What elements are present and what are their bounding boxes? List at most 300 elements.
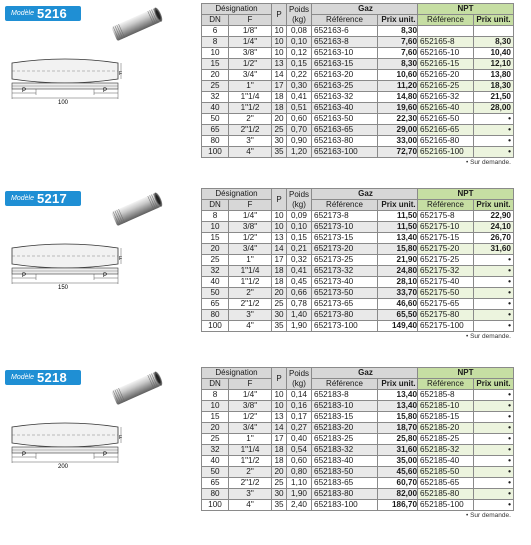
cell-npt-reference: 652165-8	[418, 37, 474, 48]
cell-p: 18	[272, 92, 287, 103]
cell-reference: 652163-40	[312, 103, 378, 114]
cell-dn: 50	[202, 288, 229, 299]
cell-p: 14	[272, 244, 287, 255]
cell-npt-price: •	[474, 114, 514, 125]
cell-npt-reference: 652185-15	[418, 412, 474, 423]
cell-poids: 0,80	[287, 467, 312, 478]
cell-dn: 40	[202, 277, 229, 288]
cell-npt-reference: 652185-40	[418, 456, 474, 467]
cell-npt-price: •	[474, 467, 514, 478]
cell-reference: 652183-80	[312, 489, 378, 500]
cell-npt-price: 26,70	[474, 233, 514, 244]
cell-dn: 8	[202, 211, 229, 222]
cell-dn: 8	[202, 37, 229, 48]
gaz-table	[201, 188, 420, 332]
header-f: F	[229, 200, 272, 211]
header-npt-reference: Référence	[418, 15, 474, 26]
cell-npt-price: •	[474, 299, 514, 310]
cell-dn: 8	[202, 390, 229, 401]
dimension-p-left: P	[22, 88, 27, 94]
cell-npt-price: •	[474, 478, 514, 489]
cell-dn: 50	[202, 114, 229, 125]
cell-p: 18	[272, 266, 287, 277]
table-row	[202, 500, 420, 511]
cell-reference: 652163-80	[312, 136, 378, 147]
cell-price: 11,50	[378, 222, 420, 233]
cell-poids: 0,54	[287, 445, 312, 456]
cell-p: 20	[272, 114, 287, 125]
cell-f: 1"	[229, 434, 272, 445]
cell-npt-reference: 652175-25	[418, 255, 474, 266]
cell-reference: 652173-10	[312, 222, 378, 233]
cell-dn: 6	[202, 26, 229, 37]
header-gaz: Gaz	[312, 368, 420, 379]
cell-npt-price: •	[474, 423, 514, 434]
table-row	[418, 456, 514, 467]
cell-npt-price: •	[474, 136, 514, 147]
cell-npt-reference: 652165-25	[418, 81, 474, 92]
dimension-length: 150	[58, 285, 69, 290]
cell-dn: 100	[202, 500, 229, 511]
cell-npt-price	[474, 26, 514, 37]
cell-price: 8,30	[378, 59, 420, 70]
dimension-drawing	[6, 53, 124, 105]
cell-poids: 0,70	[287, 125, 312, 136]
table-row	[418, 244, 514, 255]
table-row	[418, 81, 514, 92]
table-row	[418, 277, 514, 288]
header-p: P	[272, 4, 287, 26]
cell-poids: 0,90	[287, 136, 312, 147]
dimension-p-left: P	[22, 452, 27, 458]
header-dn: DN	[202, 379, 229, 390]
cell-reference: 652163-65	[312, 125, 378, 136]
cell-p: 10	[272, 48, 287, 59]
cell-price: 15,80	[378, 412, 420, 423]
table-row	[202, 467, 420, 478]
cell-price: 13,40	[378, 390, 420, 401]
cell-reference: 652163-6	[312, 26, 378, 37]
table-row	[418, 59, 514, 70]
cell-reference: 652183-65	[312, 478, 378, 489]
cell-price: 65,50	[378, 310, 420, 321]
table-row	[202, 81, 420, 92]
header-p: P	[272, 189, 287, 211]
cell-dn: 100	[202, 321, 229, 332]
dimension-f: F	[119, 71, 123, 77]
header-reference: Référence	[312, 15, 378, 26]
cell-p: 20	[272, 467, 287, 478]
cell-npt-reference: 652165-100	[418, 147, 474, 158]
table-row	[202, 222, 420, 233]
table-row	[202, 288, 420, 299]
cell-p: 30	[272, 489, 287, 500]
cell-reference: 652183-25	[312, 434, 378, 445]
cell-poids: 0,16	[287, 401, 312, 412]
header-npt: NPT	[418, 368, 514, 379]
table-row	[418, 500, 514, 511]
cell-poids: 0,51	[287, 103, 312, 114]
cell-p: 35	[272, 147, 287, 158]
cell-npt-price: •	[474, 277, 514, 288]
cell-p: 17	[272, 434, 287, 445]
cell-reference: 652183-8	[312, 390, 378, 401]
table-row	[418, 255, 514, 266]
npt-table	[417, 3, 514, 158]
table-row	[418, 222, 514, 233]
cell-dn: 65	[202, 478, 229, 489]
cell-price: 28,10	[378, 277, 420, 288]
cell-npt-price: 31,60	[474, 244, 514, 255]
cell-f: 1"1/4	[229, 445, 272, 456]
cell-f: 4"	[229, 147, 272, 158]
cell-npt-price: 12,10	[474, 59, 514, 70]
cell-dn: 20	[202, 244, 229, 255]
cell-reference: 652163-15	[312, 59, 378, 70]
cell-poids: 0,66	[287, 288, 312, 299]
cell-price: 24,80	[378, 266, 420, 277]
cell-f: 3/4"	[229, 244, 272, 255]
cell-dn: 32	[202, 445, 229, 456]
cell-reference: 652173-15	[312, 233, 378, 244]
cell-poids: 0,22	[287, 70, 312, 81]
gaz-table	[201, 367, 420, 511]
cell-price: 15,80	[378, 244, 420, 255]
cell-poids: 0,10	[287, 37, 312, 48]
cell-price: 10,60	[378, 70, 420, 81]
cell-npt-reference: 652165-40	[418, 103, 474, 114]
cell-reference: 652163-25	[312, 81, 378, 92]
table-row	[418, 136, 514, 147]
cell-price: 18,70	[378, 423, 420, 434]
cell-reference: 652163-8	[312, 37, 378, 48]
dimension-p-right: P	[103, 88, 108, 94]
cell-price: 46,60	[378, 299, 420, 310]
header-designation: Désignation	[202, 4, 272, 15]
cell-npt-reference: 652175-100	[418, 321, 474, 332]
cell-poids: 0,40	[287, 434, 312, 445]
cell-npt-reference: 652165-20	[418, 70, 474, 81]
cell-npt-reference: 652165-50	[418, 114, 474, 125]
cell-dn: 32	[202, 92, 229, 103]
cell-price: 8,30	[378, 26, 420, 37]
cell-p: 25	[272, 478, 287, 489]
cell-f: 2"1/2	[229, 478, 272, 489]
header-npt-prix: Prix unit.	[474, 200, 514, 211]
cell-f: 3"	[229, 489, 272, 500]
header-p: P	[272, 368, 287, 390]
cell-npt-price: 22,90	[474, 211, 514, 222]
table-row	[418, 467, 514, 478]
cell-poids: 0,12	[287, 48, 312, 59]
dimension-length: 100	[58, 100, 69, 105]
cell-poids: 1,10	[287, 478, 312, 489]
cell-poids: 0,09	[287, 211, 312, 222]
header-npt-reference: Référence	[418, 200, 474, 211]
table-row	[202, 310, 420, 321]
cell-f: 1/4"	[229, 211, 272, 222]
cell-npt-reference: 652185-100	[418, 500, 474, 511]
header-gaz: Gaz	[312, 189, 420, 200]
cell-dn: 15	[202, 412, 229, 423]
header-npt: NPT	[418, 189, 514, 200]
cell-npt-price: •	[474, 390, 514, 401]
cell-p: 30	[272, 136, 287, 147]
cell-npt-price: •	[474, 434, 514, 445]
cell-f: 1"1/4	[229, 92, 272, 103]
header-dn: DN	[202, 200, 229, 211]
cell-price: 7,60	[378, 48, 420, 59]
cell-p: 18	[272, 103, 287, 114]
cell-p: 10	[272, 211, 287, 222]
cell-f: 1"1/2	[229, 103, 272, 114]
cell-npt-price: •	[474, 489, 514, 500]
cell-dn: 65	[202, 125, 229, 136]
cell-reference: 652183-32	[312, 445, 378, 456]
cell-price: 11,50	[378, 211, 420, 222]
cell-poids: 0,27	[287, 423, 312, 434]
cell-reference: 652163-32	[312, 92, 378, 103]
header-npt-prix: Prix unit.	[474, 15, 514, 26]
pipe-nipple-photo	[108, 7, 164, 41]
table-row	[202, 37, 420, 48]
cell-npt-price: •	[474, 412, 514, 423]
cell-price: 13,40	[378, 233, 420, 244]
cell-npt-price: •	[474, 147, 514, 158]
dimension-f: F	[119, 435, 123, 441]
model-badge	[5, 6, 81, 21]
cell-price: 31,60	[378, 445, 420, 456]
cell-dn: 20	[202, 423, 229, 434]
header-f: F	[229, 379, 272, 390]
dimension-drawing	[6, 238, 124, 290]
cell-dn: 15	[202, 59, 229, 70]
cell-f: 1/8"	[229, 26, 272, 37]
cell-f: 3/8"	[229, 48, 272, 59]
cell-poids: 1,40	[287, 310, 312, 321]
header-prix: Prix unit.	[378, 200, 420, 211]
table-row	[202, 114, 420, 125]
table-row	[418, 114, 514, 125]
cell-p: 18	[272, 456, 287, 467]
cell-reference: 652173-25	[312, 255, 378, 266]
cell-price: 19,60	[378, 103, 420, 114]
cell-poids: 0,78	[287, 299, 312, 310]
cell-npt-reference	[418, 26, 474, 37]
table-row	[202, 434, 420, 445]
model-number: 5217	[36, 191, 68, 206]
cell-price: 33,70	[378, 288, 420, 299]
cell-npt-price: 24,10	[474, 222, 514, 233]
cell-npt-reference: 652185-20	[418, 423, 474, 434]
table-row	[202, 59, 420, 70]
cell-f: 3/8"	[229, 401, 272, 412]
cell-price: 186,70	[378, 500, 420, 511]
table-row	[202, 211, 420, 222]
cell-poids: 0,17	[287, 412, 312, 423]
cell-f: 1"	[229, 255, 272, 266]
cell-poids: 1,90	[287, 321, 312, 332]
model-label: Modèle	[11, 374, 34, 381]
cell-npt-reference: 652185-80	[418, 489, 474, 500]
cell-reference: 652173-40	[312, 277, 378, 288]
table-row	[202, 445, 420, 456]
cell-price: 11,20	[378, 81, 420, 92]
cell-price: 13,40	[378, 401, 420, 412]
header-npt-prix: Prix unit.	[474, 379, 514, 390]
table-row	[418, 445, 514, 456]
cell-npt-reference: 652185-65	[418, 478, 474, 489]
cell-poids: 0,10	[287, 222, 312, 233]
cell-npt-reference: 652165-65	[418, 125, 474, 136]
cell-reference: 652173-20	[312, 244, 378, 255]
table-row	[202, 423, 420, 434]
cell-f: 1/2"	[229, 233, 272, 244]
cell-p: 17	[272, 255, 287, 266]
table-row	[418, 70, 514, 81]
cell-p: 18	[272, 277, 287, 288]
cell-npt-reference: 652185-50	[418, 467, 474, 478]
cell-f: 2"	[229, 114, 272, 125]
header-npt: NPT	[418, 4, 514, 15]
cell-dn: 15	[202, 233, 229, 244]
cell-poids: 1,90	[287, 489, 312, 500]
cell-npt-reference: 652165-32	[418, 92, 474, 103]
table-row	[418, 147, 514, 158]
cell-dn: 32	[202, 266, 229, 277]
model-number: 5218	[36, 370, 68, 385]
cell-npt-price: •	[474, 125, 514, 136]
cell-price: 60,70	[378, 478, 420, 489]
cell-reference: 652163-20	[312, 70, 378, 81]
cell-dn: 25	[202, 81, 229, 92]
cell-poids: 0,41	[287, 266, 312, 277]
cell-dn: 10	[202, 222, 229, 233]
cell-f: 1/4"	[229, 37, 272, 48]
cell-f: 2"	[229, 288, 272, 299]
cell-npt-reference: 652175-10	[418, 222, 474, 233]
cell-reference: 652163-10	[312, 48, 378, 59]
cell-npt-price: 10,40	[474, 48, 514, 59]
cell-dn: 100	[202, 147, 229, 158]
cell-price: 25,80	[378, 434, 420, 445]
table-row	[202, 489, 420, 500]
gaz-table	[201, 3, 420, 158]
table-row	[418, 390, 514, 401]
on-request-note: • Sur demande.	[466, 333, 511, 340]
table-row	[418, 321, 514, 332]
cell-f: 1/2"	[229, 412, 272, 423]
cell-npt-price: •	[474, 255, 514, 266]
cell-npt-reference: 652185-25	[418, 434, 474, 445]
table-row	[418, 266, 514, 277]
table-row	[202, 266, 420, 277]
table-row	[418, 37, 514, 48]
cell-poids: 0,60	[287, 114, 312, 125]
table-row	[202, 244, 420, 255]
header-poids: Poids (kg)	[287, 4, 312, 26]
cell-npt-price: •	[474, 500, 514, 511]
cell-dn: 10	[202, 48, 229, 59]
cell-poids: 0,15	[287, 59, 312, 70]
model-label: Modèle	[11, 195, 34, 202]
cell-p: 14	[272, 70, 287, 81]
table-row	[418, 92, 514, 103]
cell-price: 72,70	[378, 147, 420, 158]
cell-f: 1"1/4	[229, 266, 272, 277]
cell-npt-reference: 652175-40	[418, 277, 474, 288]
cell-dn: 10	[202, 401, 229, 412]
header-poids: Poids (kg)	[287, 368, 312, 390]
cell-npt-price: 21,50	[474, 92, 514, 103]
cell-npt-price: •	[474, 456, 514, 467]
cell-p: 10	[272, 390, 287, 401]
cell-f: 2"1/2	[229, 125, 272, 136]
cell-f: 1"1/2	[229, 456, 272, 467]
cell-npt-price: •	[474, 401, 514, 412]
cell-poids: 0,32	[287, 255, 312, 266]
cell-dn: 25	[202, 434, 229, 445]
cell-p: 14	[272, 423, 287, 434]
cell-npt-reference: 652175-65	[418, 299, 474, 310]
cell-reference: 652183-40	[312, 456, 378, 467]
npt-table	[417, 367, 514, 511]
cell-p: 17	[272, 81, 287, 92]
cell-f: 3"	[229, 136, 272, 147]
table-row	[418, 26, 514, 37]
cell-reference: 652183-50	[312, 467, 378, 478]
table-row	[202, 277, 420, 288]
cell-npt-price: 28,00	[474, 103, 514, 114]
cell-npt-reference: 652185-8	[418, 390, 474, 401]
cell-reference: 652183-10	[312, 401, 378, 412]
cell-f: 2"	[229, 467, 272, 478]
header-poids: Poids (kg)	[287, 189, 312, 211]
dimension-p-right: P	[103, 273, 108, 279]
model-badge	[5, 370, 81, 385]
cell-npt-reference: 652175-80	[418, 310, 474, 321]
header-reference: Référence	[312, 200, 378, 211]
table-row	[202, 299, 420, 310]
table-row	[202, 412, 420, 423]
cell-reference: 652173-50	[312, 288, 378, 299]
cell-dn: 80	[202, 310, 229, 321]
cell-npt-reference: 652185-10	[418, 401, 474, 412]
table-row	[202, 70, 420, 81]
cell-p: 35	[272, 321, 287, 332]
cell-f: 3/8"	[229, 222, 272, 233]
cell-p: 10	[272, 37, 287, 48]
cell-price: 14,80	[378, 92, 420, 103]
cell-poids: 0,30	[287, 81, 312, 92]
cell-f: 4"	[229, 500, 272, 511]
cell-price: 22,30	[378, 114, 420, 125]
cell-p: 18	[272, 445, 287, 456]
model-number: 5216	[36, 6, 68, 21]
cell-dn: 20	[202, 70, 229, 81]
cell-poids: 0,60	[287, 456, 312, 467]
table-row	[202, 147, 420, 158]
dimension-length: 200	[58, 464, 69, 469]
cell-price: 21,90	[378, 255, 420, 266]
cell-price: 149,40	[378, 321, 420, 332]
cell-dn: 65	[202, 299, 229, 310]
table-row	[418, 48, 514, 59]
cell-f: 2"1/2	[229, 299, 272, 310]
pipe-nipple-photo	[108, 192, 164, 226]
cell-p: 35	[272, 500, 287, 511]
table-row	[202, 136, 420, 147]
